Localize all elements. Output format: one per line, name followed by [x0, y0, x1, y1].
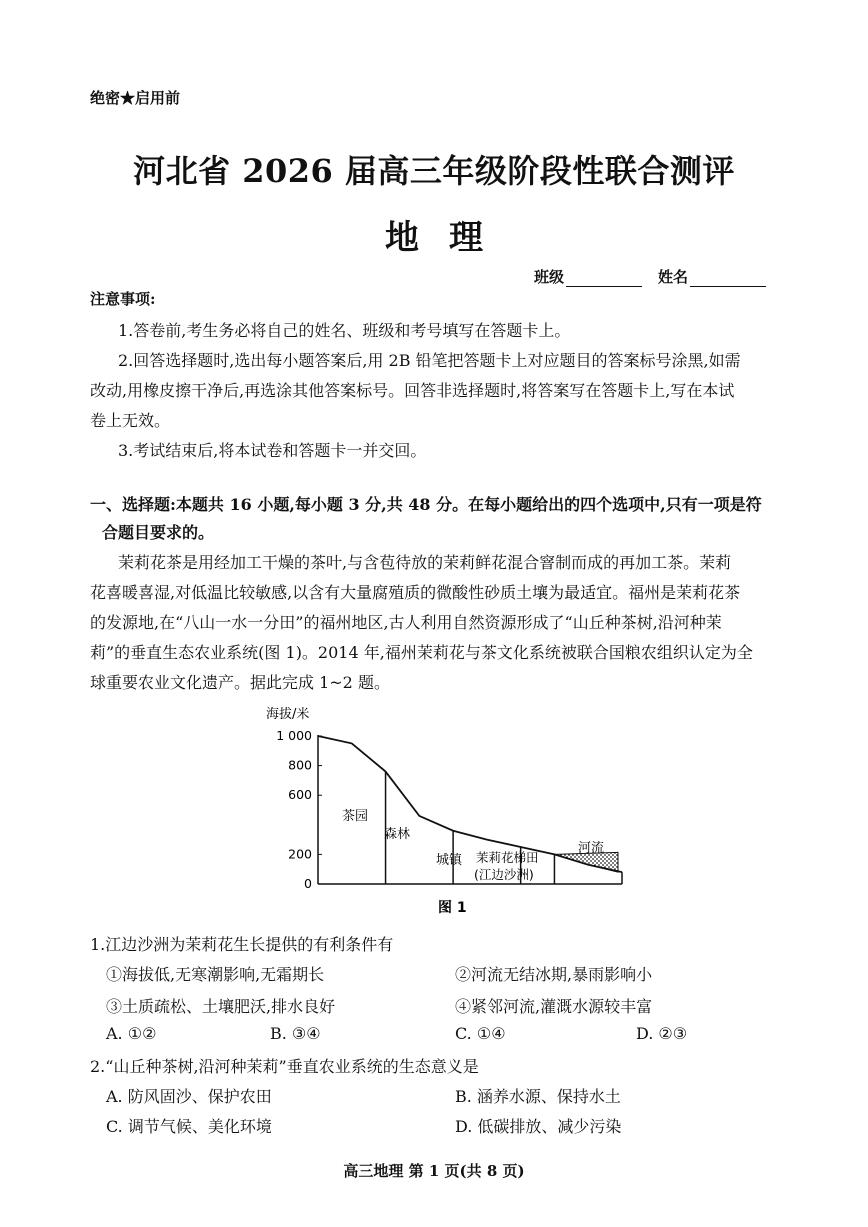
class-blank[interactable]: [566, 270, 642, 287]
passage-line: 茉莉花茶是用经加工干燥的茶叶,与含苞待放的茉莉鲜花混合窨制而成的再加工茶。茉莉: [118, 553, 732, 572]
y-tick-label: 800: [288, 757, 312, 773]
passage-line: 莉”的垂直生态农业系统(图 1)。2014 年,福州茉莉花与茶文化系统被联合国粮农组织认定为全: [90, 643, 753, 662]
zone-label-forest: 森林: [384, 827, 411, 842]
zone-label-river-sandbar: (江边沙洲): [474, 867, 534, 882]
notice-item: 卷上无效。: [90, 411, 171, 430]
section-heading: 一、选择题:本题共 16 小题,每小题 3 分,共 48 分。在每小题给出的四个选项中,只有一项是符: [90, 495, 762, 514]
zone-label-jasmine-terrace: 茉莉花梯田: [476, 850, 539, 865]
figure-caption: 图 1: [438, 900, 467, 916]
zone-label-town: 城镇: [436, 853, 463, 868]
question-1-option-b[interactable]: B. ③④: [270, 1024, 321, 1043]
y-tick-label: 600: [288, 787, 312, 803]
question-2-option-d[interactable]: D. 低碳排放、减少污染: [455, 1117, 622, 1136]
question-1-option-c[interactable]: C. ①④: [455, 1024, 506, 1043]
question-2-option-b[interactable]: B. 涵养水源、保持水土: [455, 1087, 621, 1106]
name-blank[interactable]: [690, 270, 766, 287]
zone-label-tea-garden: 茶园: [342, 809, 369, 824]
notice-item: 改动,用橡皮擦干净后,再选涂其他答案标号。回答非选择题时,将答案写在答题卡上,写在本试: [90, 381, 735, 400]
notice-item: 2.回答选择题时,选出每小题答案后,用 2B 铅笔把答题卡上对应题目的答案标号涂黑,如需: [118, 351, 741, 370]
terrain-profile-line: [318, 736, 622, 872]
question-2-option-a[interactable]: A. 防风固沙、保护农田: [106, 1087, 272, 1106]
question-1-item: ④紧邻河流,灌溉水源较丰富: [455, 997, 653, 1016]
class-label: 班级: [534, 268, 565, 286]
passage-line: 花喜暖喜湿,对低温比较敏感,以含有大量腐殖质的微酸性砂质土壤为最适宜。福州是茉莉花茶: [90, 583, 741, 602]
notice-item: 3.考试结束后,将本试卷和答题卡一并交回。: [118, 441, 427, 460]
notice-title: 注意事项:: [90, 290, 156, 308]
y-tick-label: 400: [288, 816, 312, 832]
subject-title: 地理: [385, 218, 513, 258]
class-field[interactable]: [534, 266, 642, 287]
question-1-stem: 1.江边沙洲为茉莉花生长提供的有利条件有: [90, 935, 394, 954]
question-1-option-d[interactable]: D. ②③: [636, 1024, 688, 1043]
page-footer: 高三地理 第 1 页(共 8 页): [343, 1162, 525, 1180]
confidential-mark: 绝密★启用前: [90, 89, 181, 107]
question-1-option-a[interactable]: A. ①②: [106, 1024, 157, 1043]
passage-line: 的发源地,在“八山一水一分田”的福州地区,古人利用自然资源形成了“山丘种茶树,沿河种茉: [90, 613, 722, 632]
question-1-item: ②河流无结冰期,暴雨影响小: [455, 965, 653, 984]
notice-item: 1.答卷前,考生务必将自己的姓名、班级和考号填写在答题卡上。: [118, 321, 571, 340]
passage-line: 球重要农业文化遗产。据此完成 1~2 题。: [90, 673, 390, 692]
question-2-stem: 2.“山丘种茶树,沿河种茉莉”垂直农业系统的生态意义是: [90, 1057, 479, 1076]
elevation-profile-figure: [250, 700, 650, 920]
y-axis-label: 海拔/米: [266, 707, 310, 722]
y-tick-label: 200: [288, 846, 312, 862]
exam-title: 河北省 2026 届高三年级阶段性联合测评: [133, 152, 735, 190]
section-heading: 合题目要求的。: [102, 523, 215, 542]
y-tick-label: 1 000: [276, 728, 312, 743]
zone-label-river: 河流: [578, 841, 605, 856]
question-1-item: ①海拔低,无寒潮影响,无霜期长: [106, 965, 325, 984]
name-label: 姓名: [658, 268, 689, 286]
question-2-option-c[interactable]: C. 调节气候、美化环境: [106, 1117, 272, 1136]
question-1-item: ③土质疏松、土壤肥沃,排水良好: [106, 997, 336, 1016]
y-tick-label: 0: [304, 876, 312, 891]
name-field[interactable]: [658, 266, 766, 287]
